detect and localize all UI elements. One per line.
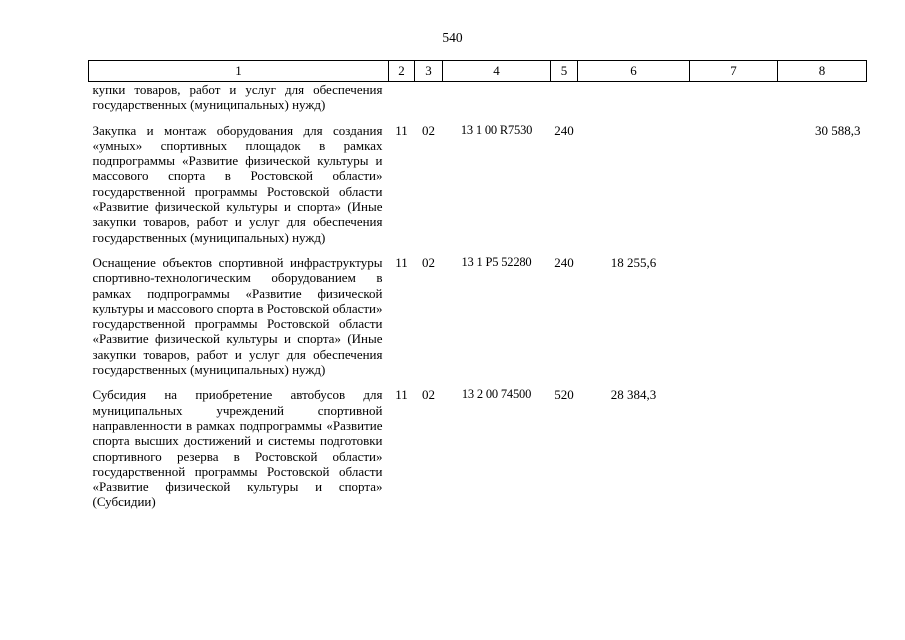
row-gap (89, 377, 867, 387)
row-amount-col6 (578, 82, 690, 113)
row-expense-type: 240 (554, 122, 574, 138)
row-target-code: 13 2 00 74500 (461, 387, 532, 402)
row-amount-col8 (778, 255, 867, 377)
column-header: 8 (778, 61, 867, 82)
row-section: 11 (395, 387, 408, 403)
row-expense-type: 520 (554, 387, 574, 403)
row-amount-col6: 28 384,3 (610, 387, 657, 403)
row-amount-col7 (690, 123, 778, 245)
table-row (89, 387, 867, 509)
row-amount-col8 (778, 387, 867, 509)
row-description: купки товаров, работ и услуг для обеспечения государственных (муниципальных) нужд) (92, 82, 383, 113)
row-amount-col7 (690, 387, 778, 509)
row-section (389, 82, 415, 113)
row-target-code: 13 1 P5 52280 (461, 254, 532, 269)
page-number: 540 (442, 30, 463, 45)
row-amount-col7 (690, 255, 778, 377)
row-amount-col6: 18 255,6 (610, 254, 657, 270)
row-amount-col7 (690, 82, 778, 113)
row-subsection: 02 (422, 254, 435, 270)
column-header: 3 (415, 61, 443, 82)
column-header: 5 (551, 61, 578, 82)
header-row (89, 61, 867, 82)
column-header: 7 (690, 61, 778, 82)
row-amount-col6 (578, 123, 690, 245)
row-amount-col8: 30 588,3 (815, 122, 861, 138)
column-header: 2 (389, 61, 415, 82)
row-subsection (415, 82, 443, 113)
row-subsection: 02 (422, 387, 435, 403)
row-target-code: 13 1 00 R7530 (460, 122, 533, 137)
row-target-code (443, 82, 551, 113)
row-amount-col8 (778, 82, 867, 113)
row-gap (89, 245, 867, 255)
column-header: 4 (443, 61, 551, 82)
row-gap (89, 113, 867, 123)
table-row (89, 82, 867, 113)
row-section: 11 (395, 122, 408, 138)
column-header: 1 (89, 61, 389, 82)
budget-table (88, 60, 867, 510)
row-expense-type (551, 82, 578, 113)
row-description: Субсидия на приобретение автобусов для муниципальных учреждений спортивной направленности в рамках подпрограммы «Развитие спорта высших достижений и системы подготовки спортивного резерва в Ростовской области» государственной программы Ростовской области «Развитие физической культуры и спорта» (Субсидии) (92, 387, 383, 510)
table-row (89, 255, 867, 377)
row-section: 11 (395, 254, 408, 270)
row-subsection: 02 (422, 122, 435, 138)
column-header: 6 (578, 61, 690, 82)
row-description: Закупка и монтаж оборудования для создания «умных» спортивных площадок в рамках подпрограммы «Развитие физической культуры и массового спорта в Ростовской области» государственной программы Ростовской области «Развитие физической культуры и спорта» (Иные закупки товаров, работ и услуг для обеспечения государственных (муниципальных) нужд) (92, 122, 383, 245)
row-expense-type: 240 (554, 254, 574, 270)
row-description: Оснащение объектов спортивной инфраструктуры спортивно-технологическим оборудованием в рамках подпрограммы «Развитие физической культуры и массового спорта в Ростовской области» государственной программы Ростовской области «Развитие физической культуры и спорта» (Иные закупки товаров, работ и услуг для обеспечения государственных (муниципальных) нужд) (92, 254, 383, 378)
table-row (89, 123, 867, 245)
